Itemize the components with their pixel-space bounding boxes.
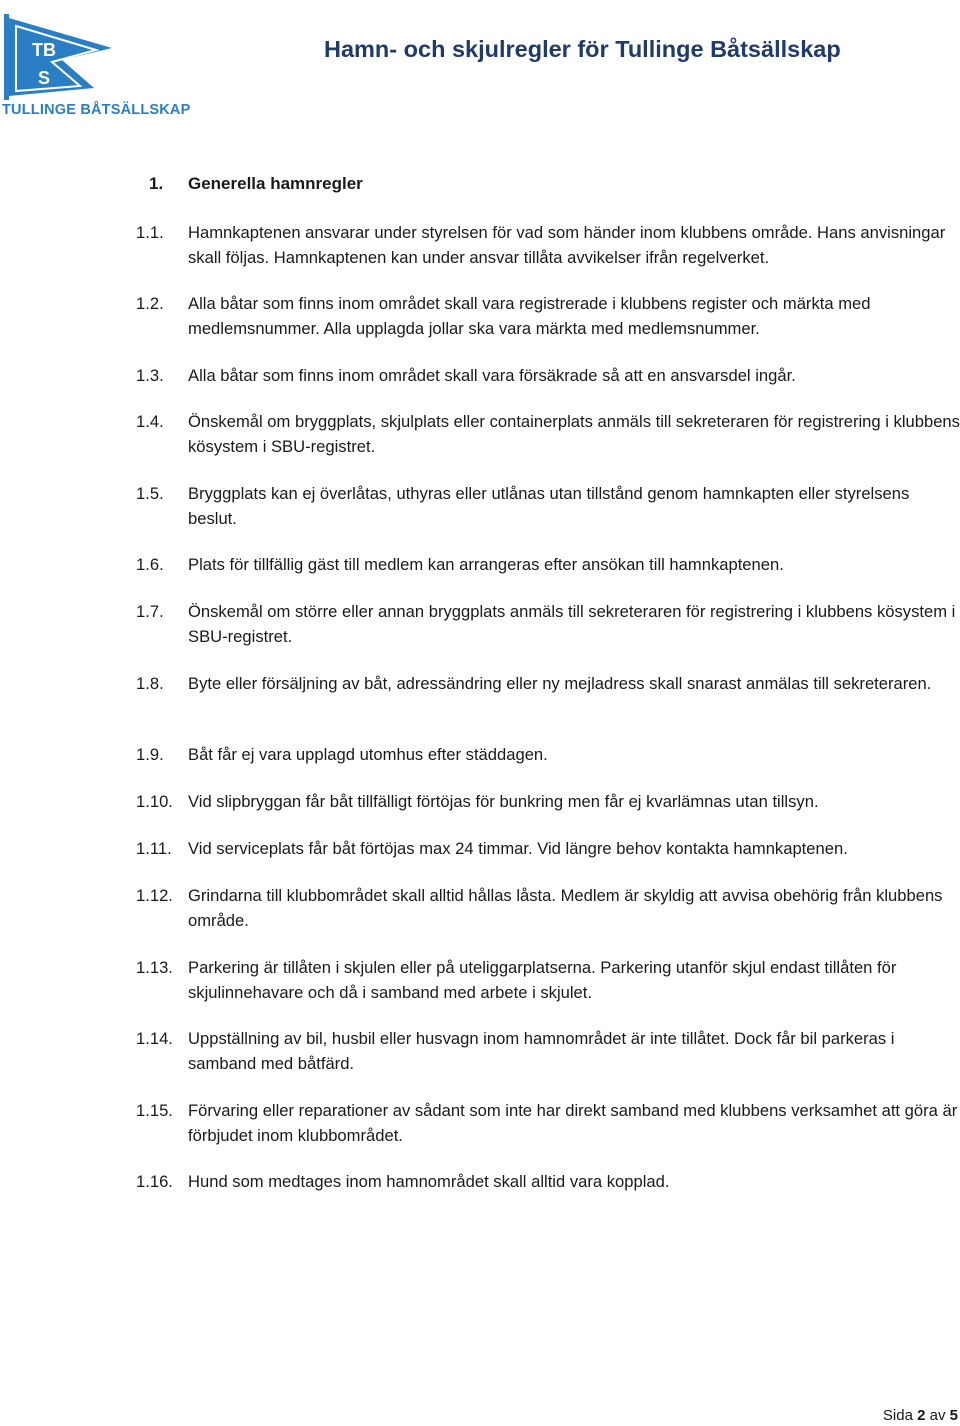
- rule-number: 1.8.: [136, 674, 164, 693]
- rule-number: 1.14.: [136, 1029, 173, 1048]
- rule-number: 1.10.: [136, 792, 173, 811]
- page-header: [0, 0, 960, 130]
- rule-number: 1.1.: [136, 223, 164, 242]
- rule-number: 1.12.: [136, 886, 173, 905]
- rule-number: 1.7.: [136, 602, 164, 621]
- rule-text: Bryggplats kan ej överlåtas, uthyras eller utlånas utan tillstånd genom hamnkapten eller styrelsens beslut.: [188, 484, 910, 528]
- rule-text: Byte eller försäljning av båt, adressändring eller ny mejladress skall snarast anmälas till sekreteraren.: [188, 674, 932, 693]
- section-heading: Generella hamnregler: [188, 174, 363, 193]
- rule-text: Uppställning av bil, husbil eller husvagn inom hamnområdet är inte tillåtet. Dock får bil parkeras i samband med båtfärd.: [188, 1029, 895, 1073]
- rule-text: Vid serviceplats får båt förtöjas max 24 timmar. Vid längre behov kontakta hamnkaptenen.: [188, 839, 848, 858]
- rule-text: Plats för tillfällig gäst till medlem kan arrangeras efter ansökan till hamnkaptenen.: [188, 555, 784, 574]
- rule-text: Båt får ej vara upplagd utomhus efter städdagen.: [188, 745, 548, 764]
- rule-number: 1.13.: [136, 958, 173, 977]
- rule-text: Hund som medtages inom hamnområdet skall alltid vara kopplad.: [188, 1172, 670, 1191]
- page-of-label: av: [929, 1407, 946, 1424]
- rule-text: Förvaring eller reparationer av sådant som inte har direkt samband med klubbens verksamhet att göra är förbjudet inom klubbområdet.: [188, 1101, 958, 1145]
- section-number: 1.: [149, 174, 164, 193]
- rule-number: 1.4.: [136, 412, 164, 431]
- rule-text: Grindarna till klubbområdet skall alltid hållas låsta. Medlem är skyldig att avvisa obehörig från klubbens område.: [188, 886, 943, 930]
- rule-text: Hamnkaptenen ansvarar under styrelsen för vad som händer inom klubbens område. Hans anvisningar skall följas. Hamnkaptenen kan under ansvar tillåta avvikelser ifrån regelverket.: [188, 223, 946, 267]
- rule-number: 1.5.: [136, 484, 164, 503]
- document-title: Hamn- och skjulregler för Tullinge Båtsällskap: [324, 36, 841, 62]
- rule-number: 1.15.: [136, 1101, 173, 1120]
- svg-text:S: S: [38, 68, 51, 88]
- rule-text: Önskemål om större eller annan bryggplats anmäls till sekreteraren för registrering i klubbens kösystem i SBU-registret.: [188, 602, 956, 646]
- logo-wordmark: TULLINGE BÅTSÄLLSKAP: [2, 102, 191, 118]
- rule-number: 1.3.: [136, 366, 164, 385]
- page-number: 2: [917, 1407, 926, 1424]
- rule-text: Vid slipbryggan får båt tillfälligt förtöjas för bunkring men får ej kvarlämnas utan tillsyn.: [188, 792, 819, 811]
- rule-text: Alla båtar som finns inom området skall vara registrerade i klubbens register och märkta med medlemsnummer. Alla upplagda jollar ska vara märkta med medlemsnummer.: [188, 294, 871, 338]
- rule-number: 1.9.: [136, 745, 164, 764]
- rule-number: 1.2.: [136, 294, 164, 313]
- svg-text:TB: TB: [32, 40, 56, 60]
- rule-number: 1.6.: [136, 555, 164, 574]
- page-total: 5: [949, 1407, 958, 1424]
- rule-number: 1.11.: [136, 839, 172, 858]
- rule-text: Alla båtar som finns inom området skall vara försäkrade så att en ansvarsdel ingår.: [188, 366, 796, 385]
- rule-text: Parkering är tillåten i skjulen eller på uteliggarplatserna. Parkering utanför skjul endast tillåten för skjulinnehavare och då i samband med arbete i skjulet.: [188, 958, 897, 1002]
- page-footer: [883, 1407, 958, 1424]
- rule-text: Önskemål om bryggplats, skjulplats eller containerplats anmäls till sekreteraren för registrering i klubbens kösystem i SBU-registret.: [188, 412, 960, 456]
- rule-number: 1.16.: [136, 1172, 173, 1191]
- page-label: Sida: [882, 1407, 913, 1424]
